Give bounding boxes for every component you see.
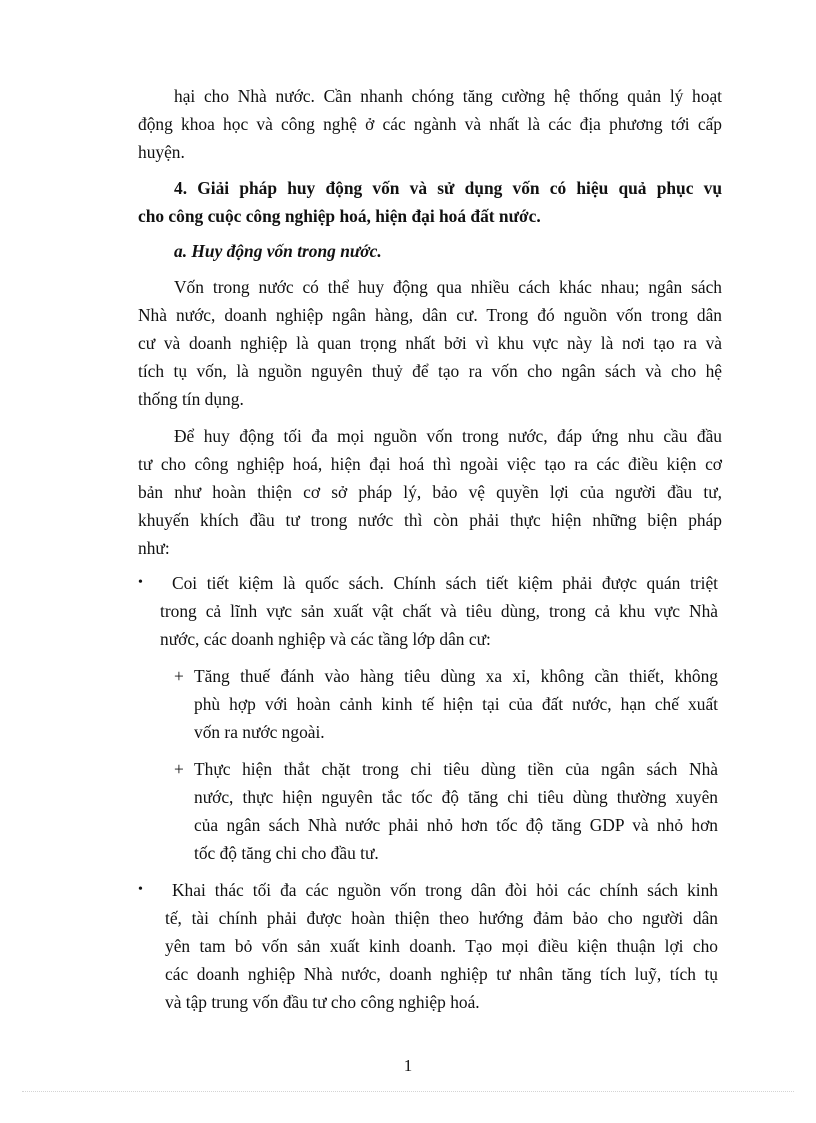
text-line: động khoa học và công nghệ ở các ngành và nhất là các địa phương tới cấp [138,114,722,134]
text-line: Vốn trong nước có thể huy động qua nhiều cách khác nhau; ngân sách [174,277,722,297]
subheading: a. Huy động vốn trong nước. [174,241,382,261]
text-line: nước, các doanh nghiệp và các tầng lớp dân cư: [160,629,491,649]
text-line: Để huy động tối đa mọi nguồn vốn trong nước, đáp ứng nhu cầu đầu [174,426,722,446]
text-line: và tập trung vốn đầu tư cho công nghiệp hoá. [165,992,480,1012]
text-line: bản như hoàn thiện cơ sở pháp lý, bảo vệ quyền lợi của người đầu tư, [138,482,722,502]
text-line: yên tam bỏ vốn sản xuất kinh doanh. Tạo mọi điều kiện thuận lợi cho [165,936,718,956]
plus-icon: + [174,666,184,686]
text-line: Tăng thuế đánh vào hàng tiêu dùng xa xỉ, không cần thiết, không [194,666,718,686]
text-line: như: [138,538,170,558]
text-line: Thực hiện thắt chặt trong chi tiêu dùng tiền của ngân sách Nhà [194,759,718,779]
page-number: 1 [403,1056,413,1075]
bullet-icon: • [138,575,143,590]
text-line: Khai thác tối đa các nguồn vốn trong dân đòi hỏi các chính sách kinh [172,880,718,900]
text-line: của ngân sách Nhà nước phải nhỏ hơn tốc độ tăng GDP và nhỏ hơn [194,815,718,835]
footer-divider [22,1091,794,1092]
text-line: hại cho Nhà nước. Cần nhanh chóng tăng cường hệ thống quản lý hoạt [174,86,722,106]
text-line: các doanh nghiệp Nhà nước, doanh nghiệp tư nhân tăng tích luỹ, tích tụ [165,964,718,984]
text-line: tế, tài chính phải được hoàn thiện theo hướng đảm bảo cho người dân [165,908,718,928]
text-line: tư cho công nghiệp hoá, hiện đại hoá thì ngoài việc tạo ra các điều kiện cơ [138,454,722,474]
heading-line: cho công cuộc công nghiệp hoá, hiện đại hoá đất nước. [138,206,541,226]
text-line: huyện. [138,142,185,162]
text-line: Nhà nước, doanh nghiệp ngân hàng, dân cư. Trong đó nguồn vốn trong dân [138,305,722,325]
text-line: trong cả lĩnh vực sản xuất vật chất và tiêu dùng, trong cả khu vực Nhà [160,601,718,621]
text-line: cư và doanh nghiệp là quan trọng nhất bởi vì khu vực này là nơi tạo ra và [138,333,722,353]
text-line: khuyến khích đầu tư trong nước thì còn phải thực hiện những biện pháp [138,510,722,530]
text-line: vốn ra nước ngoài. [194,722,325,742]
bullet-icon: • [138,882,143,897]
text-line: phù hợp với hoàn cảnh kinh tế hiện tại của đất nước, hạn chế xuất [194,694,718,714]
text-line: tích tụ vốn, là nguồn nguyên thuỷ để tạo ra vốn cho ngân sách và cho hệ [138,361,722,381]
heading-line: 4. Giải pháp huy động vốn và sử dụng vốn có hiệu quả phục vụ [174,178,722,198]
text-line: nước, thực hiện nguyên tắc tốc độ tăng chi tiêu dùng thường xuyên [194,787,718,807]
text-line: thống tín dụng. [138,389,244,409]
text-line: Coi tiết kiệm là quốc sách. Chính sách tiết kiệm phải được quán triệt [172,573,718,593]
plus-icon: + [174,759,184,779]
text-line: tốc độ tăng chi cho đầu tư. [194,843,379,863]
